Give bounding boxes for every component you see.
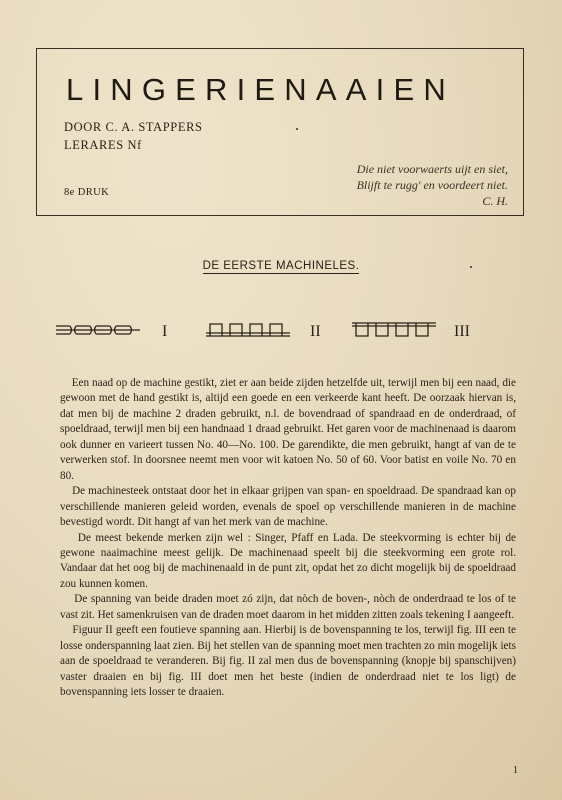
paragraph: De meest bekende merken zijn wel : Singer, Pfaff en Lada. De steekvorming is echter bij de gewone naaimachine meest gelijk. De machinenaad speelt bij die steekvorming een grote rol. Vandaar dat het oog bij de machinenaald in de punt zit, opdat het zo dicht mogelijk bij de spoeldraad zou kunnen komen. <box>60 531 517 590</box>
paper-speck <box>470 266 472 268</box>
motto-signature: C. H. <box>482 194 508 208</box>
book-title: LINGERIENAAIEN <box>66 72 455 107</box>
paragraph: De machinesteek ontstaat door het in elkaar grijpen van span- en spoeldraad. De spandraad kan op verschillende manieren geleid worden, evenals de spoel op verschillende manieren in de machine bevestigd wordt. Dit hangt af van het merk van de machine. <box>60 485 516 529</box>
paper-speck <box>296 128 298 130</box>
figure-label-3: III <box>454 323 470 340</box>
motto <box>357 161 508 209</box>
stitch-figure-1 <box>56 318 140 342</box>
stitch-figure-2 <box>206 318 290 342</box>
author-line: DOOR C. A. STAPPERS <box>64 120 203 134</box>
paragraph: Figuur II geeft een foutieve spanning aan. Hierbij is de bovenspanning te los, terwijl fig. III een te losse onderspanning laat zien. Bij het stellen van de spanning moet men trachten zo min mogelijk iets aan de spoeldraad te veranderen. Bij fig. II zal men dus de bovenspanning (knopje bij spanschijven) vaster draaien en bij fig. III doet men het beste (indien de onderdraad niet te los ligt) de bovenspanning iets losser te draaien. <box>60 624 516 699</box>
figure-label-2: II <box>310 323 321 340</box>
paragraph: De spanning van beide draden moet zó zijn, dat nòch de boven-, nòch de onderdraad te los of te vast zit. Het samenkruisen van de draden moet daarom in het midden zitten zoals tekening I aangeeft. <box>60 593 516 621</box>
motto-line: Blijft te rugg' en voordeert niet. <box>356 178 508 192</box>
stitch-figure-3 <box>352 318 436 342</box>
body-text <box>60 376 516 701</box>
page-number: 1 <box>513 765 518 776</box>
edition-label: 8e DRUK <box>64 187 110 198</box>
author-role: LERARES Nf <box>64 138 142 152</box>
motto-line: Die niet voorwaerts uijt en siet, <box>356 162 508 176</box>
section-heading: DE EERSTE MACHINELES. <box>202 260 360 272</box>
figure-label-1: I <box>162 323 168 340</box>
paragraph: Een naad op de machine gestikt, ziet er aan beide zijden hetzelfde uit, terwijl men bij een naad, die gewoon met de hand gestikt is, altijd een goede en een verkeerde kant heeft. De oorzaak hiervan is, dat men bij de machine 2 draden gebruikt, n.l. de bovendraad of spandraad en de onderdraad, of spoeldraad, terwijl men bij een handnaad 1 draad gebruikt. Het garen voor de machinenaad is daarom ook dunner en varieert tussen No. 40—No. 100. De garendikte, die men gebruikt, hangt af van de te verwerken stof. In doorsnee neemt men voor wit katoen No. 50 of 60. Voor batist en voile No. 70 en 80. <box>60 377 516 482</box>
stitch-figures <box>54 318 514 348</box>
